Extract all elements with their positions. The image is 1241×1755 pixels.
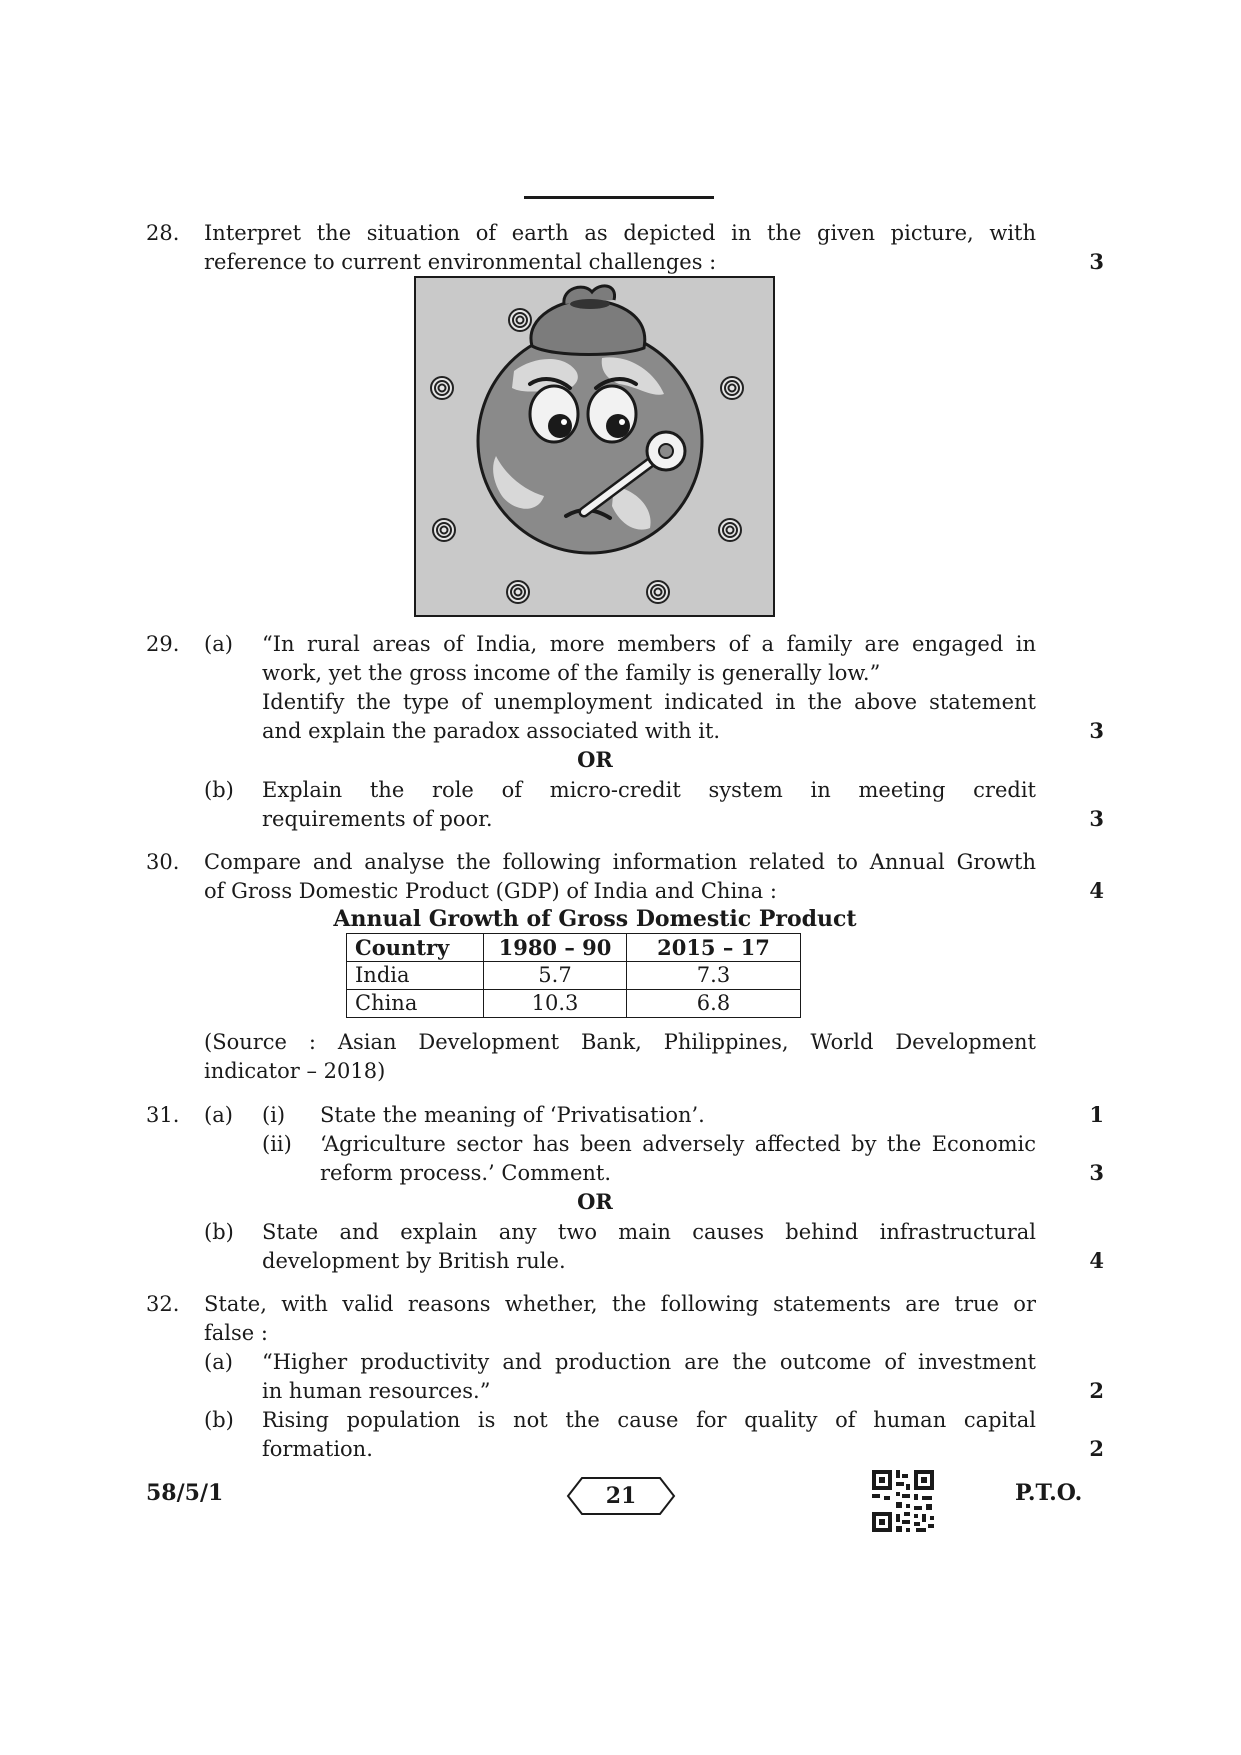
- q29-a-line2: work, yet the gross income of the family is generally low.”: [262, 661, 881, 685]
- pto-label: P.T.O.: [1015, 1480, 1083, 1506]
- q32-b-marks: 2: [1089, 1436, 1104, 1461]
- q31-number: 31.: [146, 1103, 180, 1127]
- q28-marks: 3: [1089, 249, 1104, 274]
- page-number: 21: [605, 1483, 637, 1509]
- q32-number: 32.: [146, 1292, 180, 1316]
- header-1980-90: 1980 – 90: [484, 934, 627, 962]
- q31-ii-line1: ‘Agriculture sector has been adversely affected by the Economic: [320, 1132, 1036, 1156]
- cell-value: 5.7: [484, 962, 627, 990]
- q28-text-line2: reference to current environmental challenges :: [204, 250, 717, 274]
- q31-or: OR: [577, 1189, 613, 1214]
- table-header-row: [347, 934, 801, 962]
- q30-source-line1: (Source : Asian Development Bank, Philippines, World Development: [204, 1030, 1036, 1054]
- q31-a-label: (a): [204, 1103, 233, 1127]
- header-2015-17: 2015 – 17: [627, 934, 801, 962]
- q32-text-line1: State, with valid reasons whether, the following statements are true or: [204, 1292, 1036, 1316]
- q31-b-marks: 4: [1089, 1248, 1104, 1273]
- q32-a-line1: “Higher productivity and production are the outcome of investment: [262, 1350, 1036, 1374]
- q30-text-line1: Compare and analyse the following information related to Annual Growth: [204, 850, 1036, 874]
- q29-a-label: (a): [204, 632, 233, 656]
- q29-a-marks: 3: [1089, 718, 1104, 743]
- q32-b-label: (b): [204, 1408, 234, 1432]
- q30-number: 30.: [146, 850, 180, 874]
- q29-a-line4: and explain the paradox associated with it.: [262, 719, 721, 743]
- top-rule: [524, 196, 714, 199]
- paper-code: 58/5/1: [146, 1480, 224, 1506]
- q31-ii-marks: 3: [1089, 1160, 1104, 1185]
- q31-i-text: State the meaning of ‘Privatisation’.: [320, 1103, 705, 1127]
- sick-earth-image: [414, 276, 775, 617]
- q28-number: 28.: [146, 221, 180, 245]
- q32-a-label: (a): [204, 1350, 233, 1374]
- q29-or: OR: [577, 747, 613, 772]
- q32-a-marks: 2: [1089, 1378, 1104, 1403]
- cell-value: 7.3: [627, 962, 801, 990]
- q31-i-label: (i): [262, 1103, 286, 1127]
- q29-a-line1: “In rural areas of India, more members of a family are engaged in: [262, 632, 1036, 656]
- q28-text-line1: Interpret the situation of earth as depicted in the given picture, with: [204, 221, 1036, 245]
- q30-text-line2: of Gross Domestic Product (GDP) of India and China :: [204, 879, 777, 903]
- q32-text-line2: false :: [204, 1321, 268, 1345]
- q29-b-line2: requirements of poor.: [262, 807, 493, 831]
- cell-value: 6.8: [627, 990, 801, 1018]
- qr-code-icon: [870, 1468, 936, 1534]
- q29-b-label: (b): [204, 778, 234, 802]
- q31-b-line2: development by British rule.: [262, 1249, 566, 1273]
- table-row: [347, 962, 801, 990]
- q32-a-line2: in human resources.”: [262, 1379, 491, 1403]
- table-title: Annual Growth of Gross Domestic Product: [333, 906, 857, 932]
- cell-country: India: [347, 962, 484, 990]
- cell-country: China: [347, 990, 484, 1018]
- q29-number: 29.: [146, 632, 180, 656]
- q30-marks: 4: [1089, 878, 1104, 903]
- q31-ii-line2: reform process.’ Comment.: [320, 1161, 612, 1185]
- q30-source-line2: indicator – 2018): [204, 1059, 386, 1083]
- q29-b-line1: Explain the role of micro-credit system in meeting credit: [262, 778, 1036, 802]
- q32-b-line1: Rising population is not the cause for quality of human capital: [262, 1408, 1036, 1432]
- q29-a-line3: Identify the type of unemployment indicated in the above statement: [262, 690, 1036, 714]
- page-number-badge: [566, 1476, 676, 1516]
- header-country: Country: [347, 934, 484, 962]
- q31-b-line1: State and explain any two main causes behind infrastructural: [262, 1220, 1036, 1244]
- q29-b-marks: 3: [1089, 806, 1104, 831]
- q31-ii-label: (ii): [262, 1132, 292, 1156]
- q31-b-label: (b): [204, 1220, 234, 1244]
- cell-value: 10.3: [484, 990, 627, 1018]
- table-row: [347, 990, 801, 1018]
- q31-i-marks: 1: [1089, 1102, 1104, 1127]
- gdp-table: [346, 933, 801, 1018]
- q32-b-line2: formation.: [262, 1437, 373, 1461]
